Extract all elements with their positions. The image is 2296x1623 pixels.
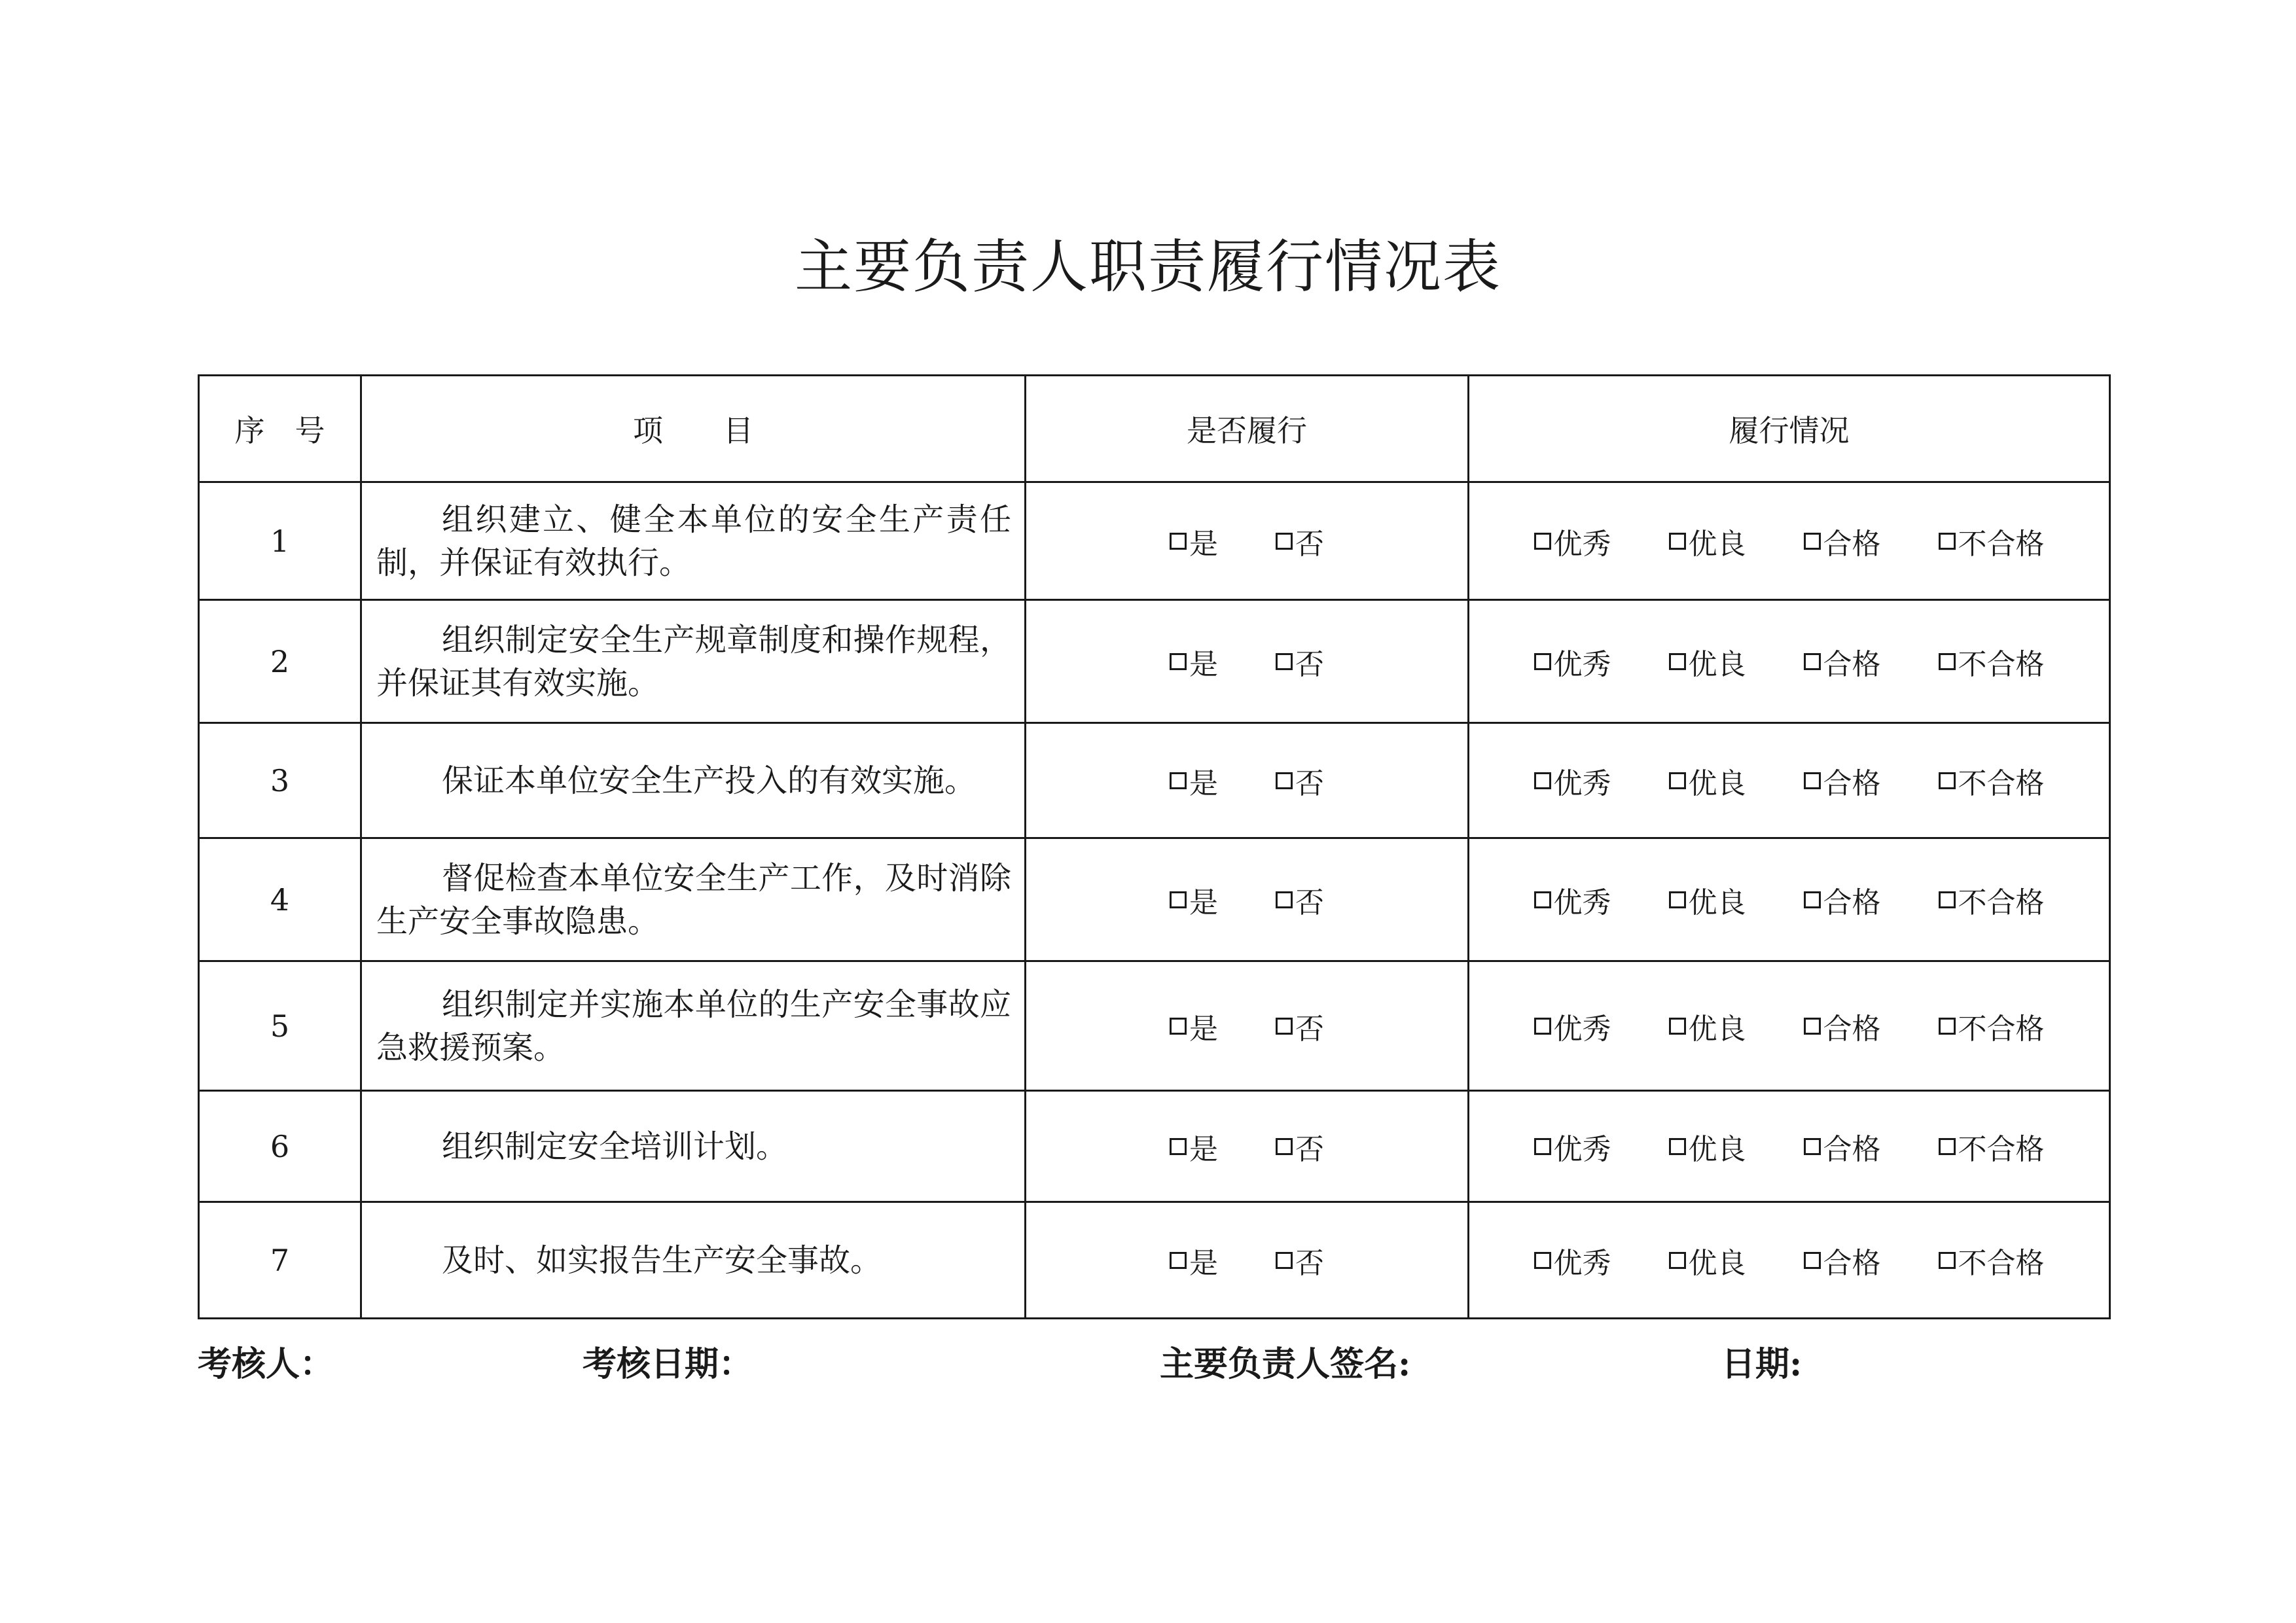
checkbox-icon[interactable] (1170, 653, 1187, 670)
checkbox-icon[interactable] (1669, 533, 1686, 550)
pass-option[interactable] (1804, 760, 1881, 802)
table-row (199, 1202, 2110, 1319)
table-header-row (199, 376, 2110, 482)
table-row (199, 1091, 2110, 1202)
checkbox-icon[interactable] (1170, 533, 1187, 550)
pass-label: 合格 (1823, 766, 1881, 800)
no-label: 否 (1295, 1012, 1324, 1046)
yes-label: 是 (1189, 1132, 1218, 1166)
good-option[interactable] (1669, 760, 1746, 802)
yes-option[interactable] (1170, 1240, 1218, 1281)
yes-option[interactable] (1170, 1005, 1218, 1047)
good-option[interactable] (1669, 1005, 1746, 1047)
fail-label: 不合格 (1958, 766, 2045, 800)
responsibility-table (198, 374, 2111, 1319)
table-row (199, 961, 2110, 1091)
fail-option[interactable] (1939, 1005, 2045, 1047)
checkbox-icon[interactable] (1170, 772, 1187, 789)
status-cell (1469, 482, 2110, 600)
checkbox-icon[interactable] (1804, 891, 1821, 908)
row-seq: 1 (199, 482, 361, 600)
footer-assessor-label: 考核人： (198, 1344, 334, 1384)
pass-label: 合格 (1823, 1246, 1881, 1280)
status-cell (1469, 961, 2110, 1091)
pass-option[interactable] (1804, 520, 1881, 562)
performed-cell (1026, 482, 1469, 600)
no-label: 否 (1295, 1246, 1324, 1280)
checkbox-icon[interactable] (1939, 1138, 1956, 1155)
no-option[interactable] (1276, 1005, 1324, 1047)
row-item-text: 组织制定安全培训计划。 (442, 1128, 788, 1165)
no-option[interactable] (1276, 1126, 1324, 1168)
checkbox-icon[interactable] (1804, 1252, 1821, 1269)
checkbox-icon[interactable] (1939, 653, 1956, 670)
performed-cell (1026, 600, 1469, 723)
checkbox-icon[interactable] (1669, 772, 1686, 789)
good-option[interactable] (1669, 520, 1746, 562)
good-label: 优良 (1688, 1132, 1746, 1166)
row-seq: 5 (199, 961, 361, 1091)
header-status: 履行情况 (1469, 376, 2110, 482)
checkbox-icon[interactable] (1170, 891, 1187, 908)
checkbox-icon[interactable] (1534, 1138, 1551, 1155)
checkbox-icon[interactable] (1276, 1018, 1293, 1035)
checkbox-icon[interactable] (1170, 1138, 1187, 1155)
fail-option[interactable] (1939, 760, 2045, 802)
table-body (199, 482, 2110, 1319)
status-cell (1469, 838, 2110, 961)
no-option[interactable] (1276, 1240, 1324, 1281)
no-option[interactable] (1276, 520, 1324, 562)
excellent-option[interactable] (1534, 1005, 1611, 1047)
table-row (199, 482, 2110, 600)
checkbox-icon[interactable] (1939, 1252, 1956, 1269)
yes-label: 是 (1189, 527, 1218, 561)
good-option[interactable] (1669, 1240, 1746, 1281)
fail-label: 不合格 (1958, 885, 2045, 919)
header-performed: 是否履行 (1026, 376, 1469, 482)
pass-label: 合格 (1823, 527, 1881, 561)
checkbox-icon[interactable] (1669, 891, 1686, 908)
row-item-text: 保证本单位安全生产投入的有效实施。 (442, 762, 977, 799)
checkbox-icon[interactable] (1669, 1018, 1686, 1035)
row-item-text: 组织制定并实施本单位的生产安全事故应急救援预案。 (376, 986, 1011, 1066)
checkbox-icon[interactable] (1534, 891, 1551, 908)
yes-label: 是 (1189, 885, 1218, 919)
fail-option[interactable] (1939, 879, 2045, 921)
row-item-text: 组织制定安全生产规章制度和操作规程，并保证其有效实施。 (376, 621, 1011, 702)
excellent-option[interactable] (1534, 1126, 1611, 1168)
checkbox-icon[interactable] (1939, 891, 1956, 908)
pass-label: 合格 (1823, 885, 1881, 919)
fail-label: 不合格 (1958, 1012, 2045, 1046)
checkbox-icon[interactable] (1534, 1018, 1551, 1035)
good-label: 优良 (1688, 1012, 1746, 1046)
yes-label: 是 (1189, 766, 1218, 800)
pass-option[interactable] (1804, 1240, 1881, 1281)
good-label: 优良 (1688, 766, 1746, 800)
checkbox-icon[interactable] (1276, 653, 1293, 670)
row-item-text: 督促检查本单位安全生产工作，及时消除生产安全事故隐患。 (376, 859, 1011, 940)
table-row (199, 600, 2110, 723)
excellent-option[interactable] (1534, 520, 1611, 562)
status-cell (1469, 600, 2110, 723)
good-option[interactable] (1669, 879, 1746, 921)
row-seq: 7 (199, 1202, 361, 1319)
good-option[interactable] (1669, 641, 1746, 683)
footer-assess-date-label: 考核日期： (583, 1344, 753, 1384)
row-item-cell (361, 961, 1026, 1091)
excellent-label: 优秀 (1553, 766, 1611, 800)
excellent-label: 优秀 (1553, 527, 1611, 561)
page-title: 主要负责人职责履行情况表 (794, 233, 1501, 300)
yes-option[interactable] (1170, 760, 1218, 802)
checkbox-icon[interactable] (1170, 1252, 1187, 1269)
checkbox-icon[interactable] (1276, 1138, 1293, 1155)
performed-cell (1026, 1202, 1469, 1319)
yes-option[interactable] (1170, 641, 1218, 683)
row-item-cell (361, 838, 1026, 961)
row-item-text: 组织建立、健全本单位的安全生产责任制，并保证有效执行。 (376, 501, 1011, 581)
checkbox-icon[interactable] (1669, 1252, 1686, 1269)
checkbox-icon[interactable] (1804, 1138, 1821, 1155)
performed-cell (1026, 1091, 1469, 1202)
pass-option[interactable] (1804, 1126, 1881, 1168)
row-seq: 6 (199, 1091, 361, 1202)
row-item-cell (361, 482, 1026, 600)
checkbox-icon[interactable] (1276, 1252, 1293, 1269)
pass-label: 合格 (1823, 1132, 1881, 1166)
checkbox-icon[interactable] (1276, 533, 1293, 550)
row-item-cell (361, 723, 1026, 838)
fail-label: 不合格 (1958, 647, 2045, 681)
excellent-option[interactable] (1534, 1240, 1611, 1281)
checkbox-icon[interactable] (1276, 891, 1293, 908)
excellent-label: 优秀 (1553, 1012, 1611, 1046)
no-label: 否 (1295, 766, 1324, 800)
header-seq: 序 号 (199, 376, 361, 482)
header-item: 项 目 (361, 376, 1026, 482)
checkbox-icon[interactable] (1669, 653, 1686, 670)
pass-label: 合格 (1823, 1012, 1881, 1046)
pass-option[interactable] (1804, 1005, 1881, 1047)
checkbox-icon[interactable] (1276, 772, 1293, 789)
no-option[interactable] (1276, 760, 1324, 802)
checkbox-icon[interactable] (1804, 772, 1821, 789)
checkbox-icon[interactable] (1804, 653, 1821, 670)
good-label: 优良 (1688, 885, 1746, 919)
footer-date-label: 日期: (1721, 1344, 1803, 1384)
checkbox-icon[interactable] (1804, 533, 1821, 550)
no-option[interactable] (1276, 879, 1324, 921)
excellent-label: 优秀 (1553, 885, 1611, 919)
footer-signature-label: 主要负责人签名: (1160, 1344, 1411, 1384)
table-row (199, 723, 2110, 838)
checkbox-icon[interactable] (1804, 1018, 1821, 1035)
fail-label: 不合格 (1958, 1246, 2045, 1280)
row-item-cell (361, 600, 1026, 723)
checkbox-icon[interactable] (1170, 1018, 1187, 1035)
yes-option[interactable] (1170, 520, 1218, 562)
pass-option[interactable] (1804, 879, 1881, 921)
performed-cell (1026, 961, 1469, 1091)
excellent-option[interactable] (1534, 760, 1611, 802)
no-option[interactable] (1276, 641, 1324, 683)
status-cell (1469, 723, 2110, 838)
fail-option[interactable] (1939, 641, 2045, 683)
no-label: 否 (1295, 527, 1324, 561)
performed-cell (1026, 723, 1469, 838)
pass-option[interactable] (1804, 641, 1881, 683)
status-cell (1469, 1091, 2110, 1202)
fail-label: 不合格 (1958, 1132, 2045, 1166)
fail-option[interactable] (1939, 1240, 2045, 1281)
good-label: 优良 (1688, 1246, 1746, 1280)
pass-label: 合格 (1823, 647, 1881, 681)
no-label: 否 (1295, 885, 1324, 919)
table-row (199, 838, 2110, 961)
fail-label: 不合格 (1958, 527, 2045, 561)
checkbox-icon[interactable] (1939, 772, 1956, 789)
row-item-cell (361, 1091, 1026, 1202)
good-label: 优良 (1688, 527, 1746, 561)
excellent-option[interactable] (1534, 879, 1611, 921)
row-seq: 2 (199, 600, 361, 723)
checkbox-icon[interactable] (1534, 533, 1551, 550)
row-seq: 3 (199, 723, 361, 838)
row-item-cell (361, 1202, 1026, 1319)
checkbox-icon[interactable] (1534, 772, 1551, 789)
checkbox-icon[interactable] (1939, 1018, 1956, 1035)
checkbox-icon[interactable] (1939, 533, 1956, 550)
fail-option[interactable] (1939, 520, 2045, 562)
good-label: 优良 (1688, 647, 1746, 681)
checkbox-icon[interactable] (1534, 653, 1551, 670)
yes-label: 是 (1189, 647, 1218, 681)
excellent-option[interactable] (1534, 641, 1611, 683)
performed-cell (1026, 838, 1469, 961)
yes-option[interactable] (1170, 1126, 1218, 1168)
good-option[interactable] (1669, 1126, 1746, 1168)
yes-label: 是 (1189, 1246, 1218, 1280)
row-item-text: 及时、如实报告生产安全事故。 (442, 1241, 882, 1279)
fail-option[interactable] (1939, 1126, 2045, 1168)
excellent-label: 优秀 (1553, 647, 1611, 681)
excellent-label: 优秀 (1553, 1246, 1611, 1280)
yes-option[interactable] (1170, 879, 1218, 921)
status-cell (1469, 1202, 2110, 1319)
excellent-label: 优秀 (1553, 1132, 1611, 1166)
yes-label: 是 (1189, 1012, 1218, 1046)
no-label: 否 (1295, 647, 1324, 681)
checkbox-icon[interactable] (1534, 1252, 1551, 1269)
row-seq: 4 (199, 838, 361, 961)
no-label: 否 (1295, 1132, 1324, 1166)
checkbox-icon[interactable] (1669, 1138, 1686, 1155)
